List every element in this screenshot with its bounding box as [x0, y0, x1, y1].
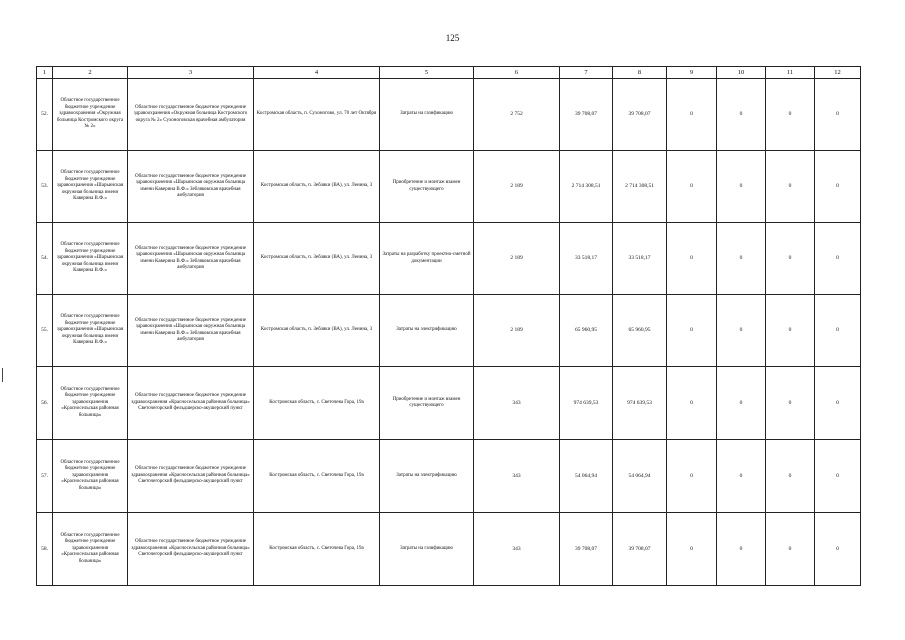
value-cell: 0 — [717, 513, 766, 586]
table-row — [37, 513, 861, 586]
value-cell: 0 — [815, 295, 861, 367]
value-cell: 0 — [766, 151, 815, 223]
address-cell: Костромская область, п. Зебляки (ВА), ул. Ленина, 3 — [254, 295, 380, 367]
work-type-cell: Приобретение и монтаж взамен существующего — [380, 151, 474, 223]
row-number: 54. — [37, 223, 53, 295]
data-table — [36, 66, 861, 586]
value-cell: 0 — [667, 440, 717, 513]
value-cell: 0 — [717, 295, 766, 367]
work-type-cell: Затраты на электрификацию — [380, 295, 474, 367]
value-cell: 0 — [766, 513, 815, 586]
value-cell: 0 — [667, 367, 717, 440]
value-cell: 0 — [717, 151, 766, 223]
value-cell: 2 714 308,51 — [613, 151, 667, 223]
work-type-cell: Затраты на газификацию — [380, 79, 474, 151]
column-header: 8 — [613, 67, 667, 79]
column-header: 4 — [254, 67, 380, 79]
value-cell: 2 189 — [474, 223, 560, 295]
page-number: 125 — [445, 33, 460, 43]
value-cell: 0 — [815, 440, 861, 513]
value-cell: 2 752 — [474, 79, 560, 151]
column-header: 7 — [560, 67, 613, 79]
column-header: 1 — [37, 67, 53, 79]
value-cell: 0 — [815, 513, 861, 586]
column-header: 9 — [667, 67, 717, 79]
value-cell: 0 — [667, 295, 717, 367]
address-cell: Костромская область, п. Сухоногово, ул. 70 лет Октября — [254, 79, 380, 151]
value-cell: 0 — [815, 223, 861, 295]
address-cell: Костромская область, п. Зебляки (ВА), ул. Ленина, 3 — [254, 223, 380, 295]
value-cell: 0 — [766, 223, 815, 295]
table-row — [37, 440, 861, 513]
address-cell: Костромская область, с. Светочева Гора, 19а — [254, 440, 380, 513]
value-cell: 54 064,94 — [560, 440, 613, 513]
table-row — [37, 151, 861, 223]
value-cell: 343 — [474, 367, 560, 440]
column-header: 5 — [380, 67, 474, 79]
value-cell: 2 714 308,51 — [560, 151, 613, 223]
facility-cell: Областное государственное бюджетное учреждение здравоохранения «Красносельская районная больница» Светочегорский фельдшерско-акушерский пункт — [128, 440, 254, 513]
address-cell: Костромская область, с. Светочева Гора, 19а — [254, 367, 380, 440]
scan-edge-mark — [2, 368, 3, 382]
facility-cell: Областное государственное бюджетное учреждение здравоохранения «Шарьинская окружная больница имени Каверина В.Ф.» Зебляковская врачебная амбулатория — [128, 295, 254, 367]
address-cell: Костромская область, п. Зебляки (ВА), ул. Ленина, 3 — [254, 151, 380, 223]
header-row — [37, 67, 861, 79]
value-cell: 0 — [815, 151, 861, 223]
value-cell: 0 — [667, 513, 717, 586]
work-type-cell: Затраты на газификацию — [380, 513, 474, 586]
value-cell: 0 — [667, 151, 717, 223]
value-cell: 39 708,07 — [560, 513, 613, 586]
work-type-cell: Затраты на электрификацию — [380, 440, 474, 513]
row-number: 58. — [37, 513, 53, 586]
value-cell: 343 — [474, 440, 560, 513]
value-cell: 0 — [717, 367, 766, 440]
value-cell: 65 960,95 — [560, 295, 613, 367]
value-cell: 0 — [815, 79, 861, 151]
institution-cell: Областное государственное бюджетное учреждение здравоохранения «Шарьинская окружная больница имени Каверина В.Ф.» — [53, 223, 128, 295]
table-row — [37, 223, 861, 295]
value-cell: 0 — [766, 79, 815, 151]
value-cell: 0 — [717, 223, 766, 295]
institution-cell: Областное государственное бюджетное учреждение здравоохранения «Красносельская районная больница» — [53, 367, 128, 440]
value-cell: 33 518,17 — [613, 223, 667, 295]
institution-cell: Областное государственное бюджетное учреждение здравоохранения «Красносельская районная больница» — [53, 440, 128, 513]
value-cell: 33 518,17 — [560, 223, 613, 295]
facility-cell: Областное государственное бюджетное учреждение здравоохранения «Красносельская районная больница» Светочегорский фельдшерско-акушерский пункт — [128, 367, 254, 440]
institution-cell: Областное государственное бюджетное учреждение здравоохранения «Шарьинская окружная больница имени Каверина В.Ф.» — [53, 151, 128, 223]
column-header: 10 — [717, 67, 766, 79]
work-type-cell: Приобретение и монтаж взамен существующего — [380, 367, 474, 440]
row-number: 56. — [37, 367, 53, 440]
value-cell: 65 960,95 — [613, 295, 667, 367]
column-header: 6 — [474, 67, 560, 79]
table-row — [37, 295, 861, 367]
column-header: 12 — [815, 67, 861, 79]
value-cell: 0 — [667, 79, 717, 151]
column-header: 2 — [53, 67, 128, 79]
value-cell: 0 — [667, 223, 717, 295]
value-cell: 0 — [815, 367, 861, 440]
table-row — [37, 367, 861, 440]
row-number: 52. — [37, 79, 53, 151]
facility-cell: Областное государственное бюджетное учреждение здравоохранения «Шарьинская окружная больница имени Каверина В.Ф.» Зебляковская врачебная амбулатория — [128, 151, 254, 223]
address-cell: Костромская область, с. Светочева Гора, 19а — [254, 513, 380, 586]
value-cell: 2 189 — [474, 151, 560, 223]
value-cell: 2 189 — [474, 295, 560, 367]
facility-cell: Областное государственное бюджетное учреждение здравоохранения «Окружная больница Костромского округа № 2» Сухоноговская врачебная амбулатория — [128, 79, 254, 151]
value-cell: 39 708,07 — [560, 79, 613, 151]
value-cell: 974 639,53 — [560, 367, 613, 440]
value-cell: 0 — [766, 295, 815, 367]
value-cell: 343 — [474, 513, 560, 586]
value-cell: 0 — [717, 440, 766, 513]
row-number: 55. — [37, 295, 53, 367]
institution-cell: Областное государственное бюджетное учреждение здравоохранения «Шарьинская окружная больница имени Каверина В.Ф.» — [53, 295, 128, 367]
facility-cell: Областное государственное бюджетное учреждение здравоохранения «Красносельская районная больница» Светочегорский фельдшерско-акушерский пункт — [128, 513, 254, 586]
table-row — [37, 79, 861, 151]
value-cell: 0 — [766, 367, 815, 440]
value-cell: 974 639,53 — [613, 367, 667, 440]
value-cell: 0 — [766, 440, 815, 513]
institution-cell: Областное государственное бюджетное учреждение здравоохранения «Окружная больница Костромского округа № 2» — [53, 79, 128, 151]
column-header: 3 — [128, 67, 254, 79]
row-number: 53. — [37, 151, 53, 223]
value-cell: 0 — [717, 79, 766, 151]
facility-cell: Областное государственное бюджетное учреждение здравоохранения «Шарьинская окружная больница имени Каверина В.Ф.» Зебляковская врачебная амбулатория — [128, 223, 254, 295]
institution-cell: Областное государственное бюджетное учреждение здравоохранения «Красносельская районная больница» — [53, 513, 128, 586]
value-cell: 54 064,94 — [613, 440, 667, 513]
work-type-cell: Затраты на разработку проектно-сметной документации — [380, 223, 474, 295]
column-header: 11 — [766, 67, 815, 79]
value-cell: 39 708,07 — [613, 513, 667, 586]
value-cell: 39 708,07 — [613, 79, 667, 151]
row-number: 57. — [37, 440, 53, 513]
